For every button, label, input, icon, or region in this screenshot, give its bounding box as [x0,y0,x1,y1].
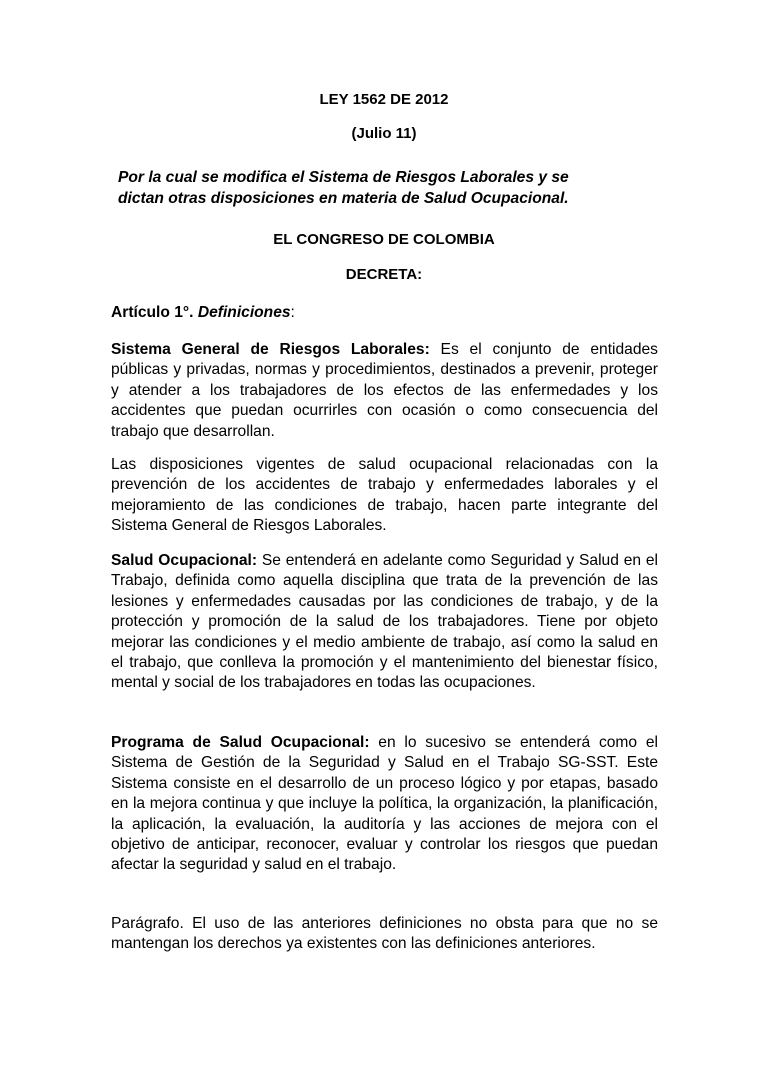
article-number: Artículo 1°. [111,304,194,321]
paragraph-salud-ocupacional [111,551,658,694]
law-date: (Julio 11) [351,125,417,142]
paragraph-programa [111,733,658,876]
article-heading [111,303,658,323]
paragraph-term: Programa de Salud Ocupacional: [111,734,370,751]
article-title: Definiciones [197,304,291,321]
decree-heading: DECRETA: [345,266,423,283]
law-title: LEY 1562 DE 2012 [319,91,449,108]
paragraph-text: Parágrafo. El uso de las anteriores definiciones no obsta para que no se mantengan los derechos ya existentes con las definiciones anteriores. [111,915,658,953]
paragraph-term: Salud Ocupacional: [111,552,258,569]
subtitle-line-1: Por la cual se modifica el Sistema de Riesgos Laborales y se [118,169,569,186]
paragraph-text: Es el conjunto de entidades públicas y privadas, normas y procedimientos, destinados a prevenir, proteger y atender a los trabajadores de los efectos de las enfermedades y los accidentes que puedan ocurrirles con ocasión o como consecuencia del trabajo que desarrollan. [111,341,658,440]
issuer: EL CONGRESO DE COLOMBIA [273,231,495,248]
article-title-suffix: : [290,304,295,321]
paragraph-term: Sistema General de Riesgos Laborales: [111,341,430,358]
paragraph-disposiciones [111,455,658,537]
subtitle-line-2: dictan otras disposiciones en materia de Salud Ocupacional. [118,190,569,207]
paragraph-text: en lo sucesivo se entenderá como el Sistema de Gestión de la Seguridad y Salud en el Trabajo SG-SST. Este Sistema consiste en el desarrollo de un proceso lógico y por etapas, basado en la mejora continua y que incluye la política, la organización, la planificación, la aplicación, la evaluación, la auditoría y las acciones de mejora con el objetivo de anticipar, reconocer, evaluar y controlar los riesgos que puedan afectar la seguridad y salud en el trabajo. [111,734,658,874]
paragraph-sistema-general [111,340,658,442]
paragraph-paragrafo [111,914,658,955]
paragraph-text: Las disposiciones vigentes de salud ocupacional relacionadas con la prevención de los accidentes de trabajo y enfermedades laborales y el mejoramiento de las condiciones de trabajo, hacen parte integrante del Sistema General de Riesgos Laborales. [111,456,658,535]
paragraph-text: Se entenderá en adelante como Seguridad y Salud en el Trabajo, definida como aquella disciplina que trata de la prevención de las lesiones y enfermedades causadas por las condiciones de trabajo, y de la protección y promoción de la salud de los trabajadores. Tiene por objeto mejorar las condiciones y el medio ambiente de trabajo, así como la salud en el trabajo, que conlleva la promoción y el mantenimiento del bienestar físico, mental y social de los trabajadores en todas las ocupaciones. [111,552,658,692]
